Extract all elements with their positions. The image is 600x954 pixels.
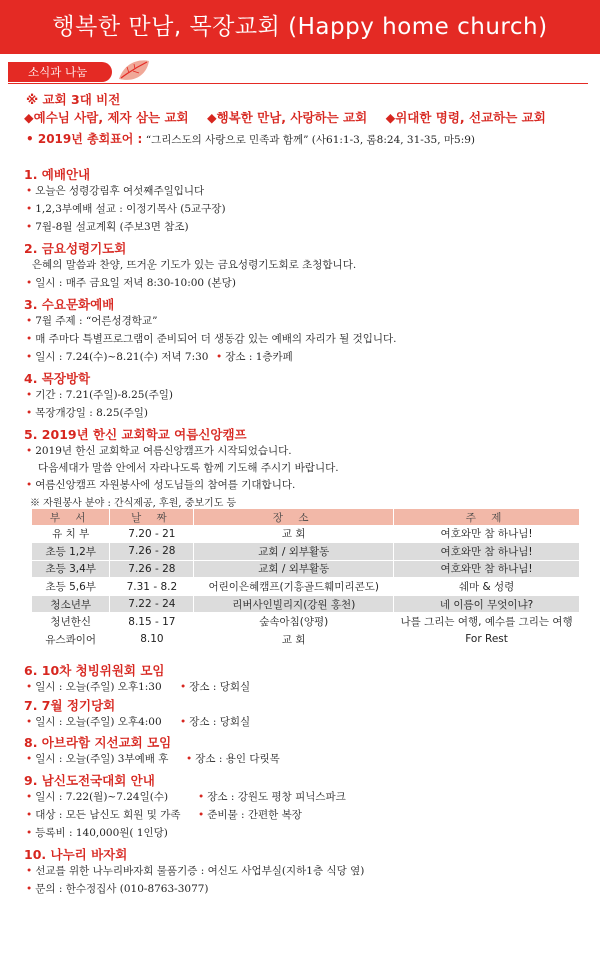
list-item: • 오늘은 성령강림후 여섯째주일입니다 xyxy=(26,185,205,197)
vision-item: ◆행복한 만남, 사랑하는 교회 xyxy=(206,110,368,125)
list-item: • 일시 : 오늘(주일) 3부예배 후 xyxy=(26,753,169,765)
table-header-row xyxy=(32,509,580,525)
table-cell: 어린이은혜캠프(기흥골드훼미리콘도) xyxy=(194,578,394,596)
table-cell: 7.26 - 28 xyxy=(110,543,194,561)
table-cell: 초등 3,4부 xyxy=(32,560,110,578)
table-header: 주 제 xyxy=(394,509,580,525)
table-cell: 청소년부 xyxy=(32,595,110,613)
table-cell: 유 치 부 xyxy=(32,525,110,543)
table-cell: 초등 5,6부 xyxy=(32,578,110,596)
list-item: • 여름신앙캠프 자원봉사에 성도님들의 참여를 기대합니다. xyxy=(26,479,296,491)
list-item: • 2019년 한신 교회학교 여름신앙캠프가 시작되었습니다. xyxy=(26,445,292,457)
list-item: • 7월-8월 설교계획 (주보3면 참조) xyxy=(26,221,189,233)
camp-schedule-table xyxy=(32,509,580,649)
section-6-title: 6. 10차 청빙위원회 모임 xyxy=(24,663,165,678)
table-cell: 교 회 xyxy=(194,631,394,649)
note-text: ※ 자원봉사 분야 : 간식제공, 후원, 중보기도 등 xyxy=(30,498,237,509)
section-10-title: 10. 나누리 바자회 xyxy=(24,847,128,862)
motto xyxy=(26,130,475,147)
vision-item: ◆위대한 명령, 선교하는 교회 xyxy=(385,110,546,125)
leaf-icon xyxy=(117,57,151,85)
table-cell: 여호와만 참 하나님! xyxy=(394,543,580,561)
table-cell: 유스콰이어 xyxy=(32,631,110,649)
section-2-title: 2. 금요성령기도회 xyxy=(24,241,127,256)
table-header: 날 짜 xyxy=(110,509,194,525)
section-8-title: 8. 아브라함 지선교회 모임 xyxy=(24,735,172,750)
list-item: • 일시 : 7.24(수)~8.21(수) 저녁 7:30 xyxy=(26,351,209,363)
table-cell: 쉐마 & 성령 xyxy=(394,578,580,596)
table-cell: 교 회 xyxy=(194,525,394,543)
table-row xyxy=(32,631,580,649)
vision-item: ◆예수님 사람, 제자 삼는 교회 xyxy=(24,110,189,125)
table-row xyxy=(32,578,580,596)
list-item: • 1,2,3부예배 설교 : 이정기목사 (5교구장) xyxy=(26,203,226,215)
list-item: • 7월 주제 : “어른성경학교” xyxy=(26,315,158,327)
table-cell: 8.15 - 17 xyxy=(110,613,194,631)
table-cell: 네 이름이 무엇이냐? xyxy=(394,595,580,613)
section-divider xyxy=(8,83,588,84)
section-3-title: 3. 수요문화예배 xyxy=(24,297,115,312)
table-header: 부 서 xyxy=(32,509,110,525)
table-cell: 7.20 - 21 xyxy=(110,525,194,543)
table-cell: 7.31 - 8.2 xyxy=(110,578,194,596)
table-row xyxy=(32,543,580,561)
table-cell: 숲속아침(양평) xyxy=(194,613,394,631)
table-row xyxy=(32,560,580,578)
list-item: • 기간 : 7.21(주일)-8.25(주일) xyxy=(26,389,173,401)
section-7-title: 7. 7월 정기당회 xyxy=(24,698,116,713)
list-item: • 일시 : 오늘(주일) 오후4:00 xyxy=(26,716,162,728)
table-cell: 8.10 xyxy=(110,631,194,649)
list-item: • 매 주마다 특별프로그램이 준비되어 더 생동감 있는 예배의 자리가 될 것입니다. xyxy=(26,333,397,345)
vision-list xyxy=(24,108,560,126)
list-item: • 목장개강일 : 8.25(주일) xyxy=(26,407,148,419)
table-row xyxy=(32,595,580,613)
list-item: • 장소 : 용인 다릿목 xyxy=(186,753,280,765)
table-cell: 리버사인빌리지(강원 홍천) xyxy=(194,595,394,613)
table-cell: 7.26 - 28 xyxy=(110,560,194,578)
list-item: • 선교를 위한 나누리바자회 물품기증 : 여신도 사업부실(지하1층 식당 옆) xyxy=(26,865,365,877)
list-item: • 장소 : 1층카페 xyxy=(216,351,293,363)
list-item: • 등록비 : 140,000원( 1인당) xyxy=(26,827,168,839)
list-item: • 대상 : 모든 남신도 회원 및 가족 xyxy=(26,809,181,821)
vision-heading: ※ 교회 3대 비전 xyxy=(26,92,121,107)
section-4-title: 4. 목장방학 xyxy=(24,371,91,386)
section-1-title: 1. 예배안내 xyxy=(24,167,91,182)
table-cell: 나를 그리는 여행, 예수를 그리는 여행 xyxy=(394,613,580,631)
table-cell: 청년한신 xyxy=(32,613,110,631)
list-item: • 장소 : 당회실 xyxy=(180,681,251,693)
table-cell: 여호와만 참 하나님! xyxy=(394,560,580,578)
table-cell: 교회 / 외부활동 xyxy=(194,543,394,561)
list-item: • 일시 : 매주 금요일 저녁 8:30-10:00 (본당) xyxy=(26,277,236,289)
body-text: 다음세대가 말씀 안에서 자라나도록 함께 기도해 주시기 바랍니다. xyxy=(38,462,339,474)
list-item: • 문의 : 한수정집사 (010-8763-3077) xyxy=(26,883,209,895)
motto-text: “그리스도의 사랑으로 민족과 함께” (사61:1-3, 롬8:24, 31-35, 마5:9) xyxy=(145,134,476,146)
motto-label: • 2019년 총회표어 : xyxy=(26,132,143,146)
table-cell: For Rest xyxy=(394,631,580,649)
body-text: 은혜의 말씀과 찬양, 뜨거운 기도가 있는 금요성령기도회로 초청합니다. xyxy=(32,259,357,271)
section-tag: 소식과 나눔 xyxy=(8,62,112,82)
table-row xyxy=(32,613,580,631)
list-item: • 일시 : 오늘(주일) 오후1:30 xyxy=(26,681,162,693)
table-cell: 초등 1,2부 xyxy=(32,543,110,561)
list-item: • 일시 : 7.22(월)~7.24일(수) xyxy=(26,791,169,803)
list-item: • 준비물 : 간편한 복장 xyxy=(198,809,302,821)
section-9-title: 9. 남신도전국대회 안내 xyxy=(24,773,155,788)
section-5-title: 5. 2019년 한신 교회학교 여름신앙캠프 xyxy=(24,427,247,442)
page-banner: 행복한 만남, 목장교회 (Happy home church) xyxy=(0,0,600,54)
table-cell: 7.22 - 24 xyxy=(110,595,194,613)
list-item: • 장소 : 강원도 평창 피닉스파크 xyxy=(198,791,346,803)
table-header: 장 소 xyxy=(194,509,394,525)
table-cell: 여호와만 참 하나님! xyxy=(394,525,580,543)
table-cell: 교회 / 외부활동 xyxy=(194,560,394,578)
list-item: • 장소 : 당회실 xyxy=(180,716,251,728)
table-row xyxy=(32,525,580,543)
